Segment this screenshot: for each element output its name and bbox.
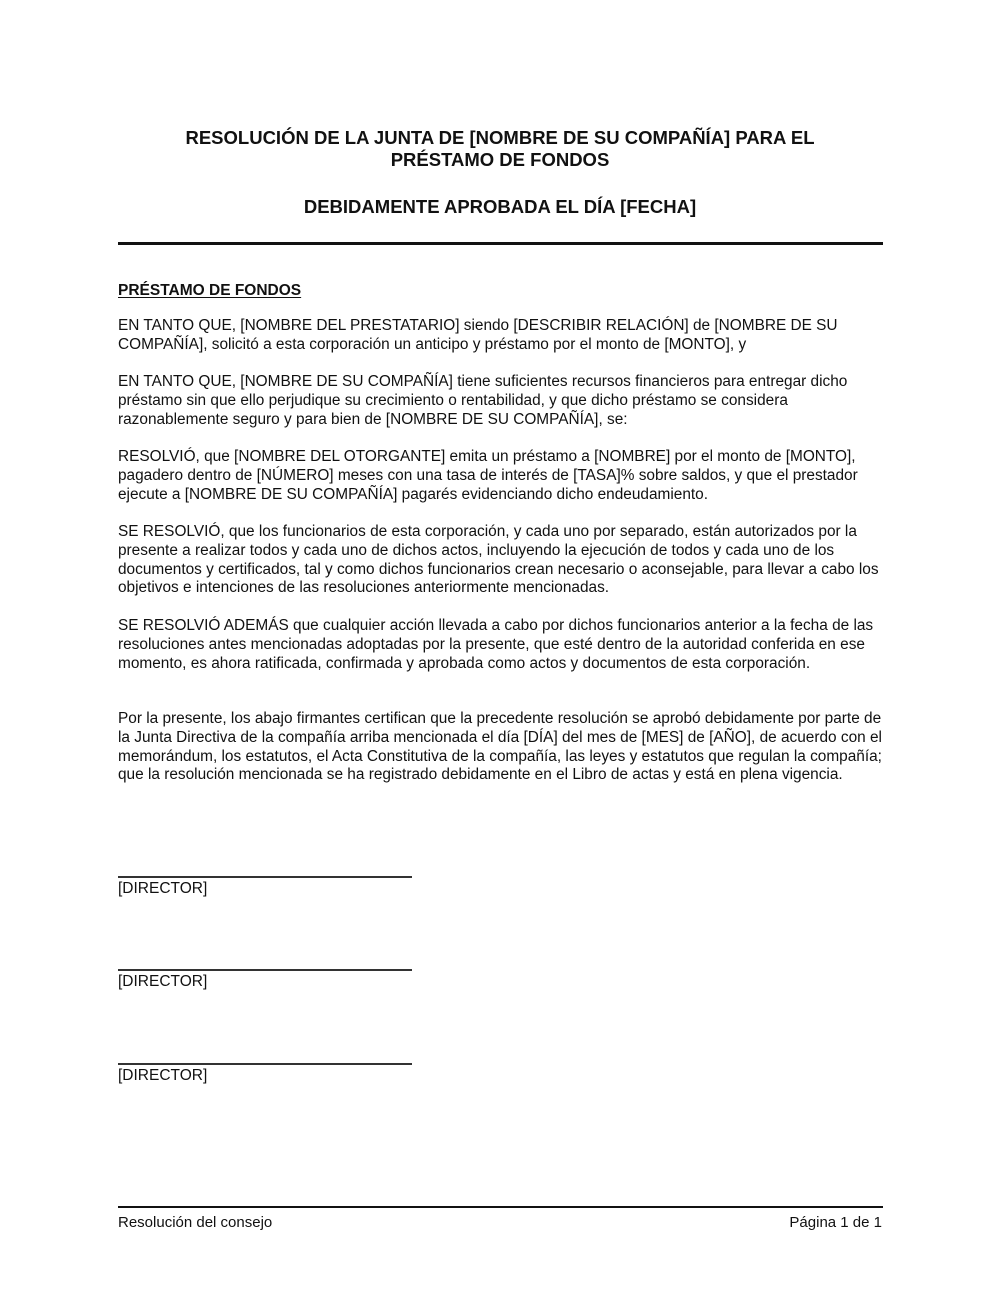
signature-block-2 (118, 969, 413, 991)
signature-line (118, 969, 412, 971)
document-title (118, 127, 882, 171)
signature-label: [DIRECTOR] (118, 972, 208, 990)
paragraph-whereas-2: EN TANTO QUE, [NOMBRE DE SU COMPAÑÍA] tiene suficientes recursos financieros para entregar dicho préstamo sin que ello perjudique su crecimiento o rentabilidad, y que dicho préstamo se considera razonablemente seguro y para bien de [NOMBRE DE SU COMPAÑÍA], se: (118, 373, 848, 428)
signature-block-1 (118, 876, 413, 898)
section-heading: PRÉSTAMO DE FONDOS (118, 282, 302, 299)
signature-label: [DIRECTOR] (118, 879, 208, 897)
title-line-2: PRÉSTAMO DE FONDOS (390, 149, 610, 170)
signature-line (118, 876, 412, 878)
signature-block-3 (118, 1063, 413, 1085)
footer-document-name: Resolución del consejo (118, 1214, 273, 1231)
signature-line (118, 1063, 412, 1065)
paragraph-certification: Por la presente, los abajo firmantes certifican que la precedente resolución se aprobó debidamente por parte de la Junta Directiva de la compañía arriba mencionada el día [DÍA] del mes de [MES] de [AÑO], de acuerdo con el memorándum, los estatutos, el Acta Constitutiva de la compañía, las leyes y estatutos que regulan la compañía; que la resolución mencionada se ha registrado debidamente en el Libro de actas y está en plena vigencia. (118, 710, 882, 784)
document-subtitle: DEBIDAMENTE APROBADA EL DÍA [FECHA] (303, 196, 697, 217)
footer-page-number: Página 1 de 1 (789, 1214, 882, 1231)
title-line-1: RESOLUCIÓN DE LA JUNTA DE [NOMBRE DE SU COMPAÑÍA] PARA EL (185, 127, 815, 148)
signature-label: [DIRECTOR] (118, 1066, 208, 1084)
paragraph-whereas-1: EN TANTO QUE, [NOMBRE DEL PRESTATARIO] siendo [DESCRIBIR RELACIÓN] de [NOMBRE DE SU COMPAÑÍA], solicitó a esta corporación un anticipo y préstamo por el monto de [MONTO], y (118, 317, 838, 353)
paragraph-further-resolved: SE RESOLVIÓ, que los funcionarios de esta corporación, y cada uno por separado, están autorizados por la presente a realizar todos y cada uno de dichos actos, incluyendo la ejecución de todos y cada uno de los documentos y certificados, tal y como dichos funcionarios crean necesario o aconsejable, para llevar a cabo los objetivos e intenciones de las resoluciones anteriormente mencionadas. (118, 523, 879, 597)
paragraph-resolved: RESOLVIÓ, que [NOMBRE DEL OTORGANTE] emita un préstamo a [NOMBRE] por el monto de [MONTO], pagadero dentro de [NÚMERO] meses con una tasa de interés de [TASA]% sobre saldos, y que el prestador ejecute a [NOMBRE DE SU COMPAÑÍA] pagarés evidenciando dicho endeudamiento. (118, 448, 858, 503)
paragraph-also-resolved: SE RESOLVIÓ ADEMÁS que cualquier acción llevada a cabo por dichos funcionarios anterior a la fecha de las resoluciones antes mencionadas adoptadas por la presente, que esté dentro de la autoridad conferida en ese momento, es ahora ratificada, confirmada y aprobada como actos y documentos de esta corporación. (118, 617, 874, 672)
footer-divider (118, 1206, 883, 1208)
header-divider (118, 242, 883, 245)
